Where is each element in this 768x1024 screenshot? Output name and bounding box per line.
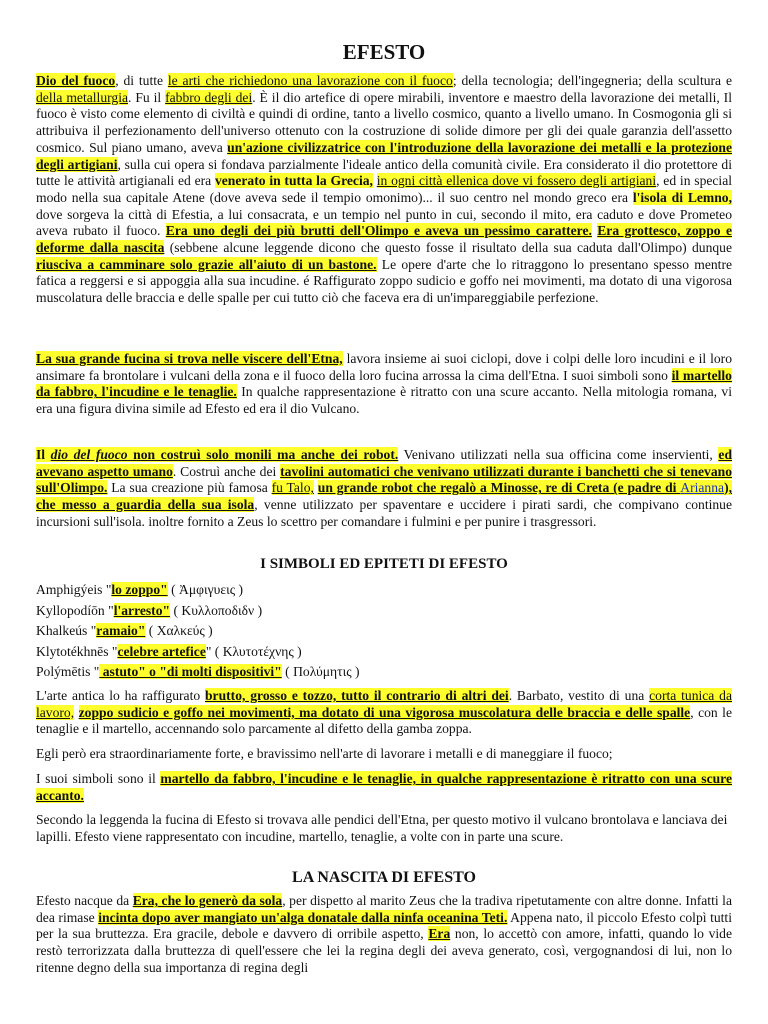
text-run: Kyllopodíōn "	[36, 602, 114, 618]
highlighted-text: l'arresto"	[113, 602, 171, 618]
text-run: Efesto nacque da	[36, 893, 133, 908]
highlighted-text: fu Talo,	[271, 480, 314, 496]
epithet-item	[36, 580, 732, 601]
text-run: , ed in special modo nella sua capitale Atene (dove aveva sede il tempio omonimo)... il suo centro nel mondo greco era	[36, 173, 733, 205]
text-run: . Fu il	[128, 89, 166, 105]
text-run: Klytotékhnēs "	[36, 643, 118, 659]
text-run: lavora insieme ai suoi ciclopi, dove i colpi delle loro incudini e il loro ansimare fa brontolare i vulcani della zona e il fuoco della loro fucina arrossa la cima dell'Etna. I suoi simboli sono	[36, 351, 732, 383]
paragraph-leggenda: Secondo la leggenda la fucina di Efesto si trovava alle pendici dell'Etna, per questo motivo il vulcano brontolava e lanciava dei lapilli. Efesto viene rappresentato con incudine, martello, tenaglie, a volte con in parte una scure.	[36, 812, 728, 844]
highlighted-text: non costruì solo monili ma anche dei robot.	[127, 447, 399, 462]
text-run: . Costruì anche dei	[172, 463, 281, 479]
highlighted-text: celebre artefice	[117, 643, 206, 659]
epithet-item	[36, 662, 732, 683]
text-run: , per dispetto al marito Zeus che la tradiva ripetutamente con altre donne. Infatti la dea rimase	[36, 893, 732, 925]
highlighted-text: venerato in tutta la Grecia,	[214, 173, 373, 189]
highlighted-text: le arti che richiedono una lavorazione con il fuoco	[167, 73, 453, 88]
text-run: (sebbene alcune leggende dicono che questo fosse il risultato della sua caduta dall'Olimpo) dunque	[164, 240, 732, 256]
epithet-item	[36, 621, 732, 642]
text-run: L'arte antica lo ha raffigurato	[36, 688, 205, 703]
highlighted-text: il martello da fabbro, l'incudine e le tenaglie.	[36, 367, 732, 400]
text-run: Venivano utilizzati nella sua officina come inservienti,	[398, 447, 719, 462]
text-run: Amphigýeis "	[36, 582, 112, 597]
text-run: ; della tecnologia; dell'ingegneria; della scultura e	[452, 73, 732, 88]
highlighted-text: La sua grande fucina si trova nelle viscere dell'Etna,	[36, 351, 343, 366]
paragraph-robot	[36, 447, 732, 531]
section-heading-nascita: LA NASCITA DI EFESTO	[292, 869, 476, 886]
highlighted-text: dio del fuoco	[50, 447, 128, 462]
highlighted-text: Era, che lo generò da sola	[132, 893, 283, 908]
text-run: non, lo accettò con amore, infatti, quando lo vide restò terrorizzata dalla bruttezza di quell'essere che lei la regina degli dei aveva generato, così, vergognandosi di lui, non lo ritenne degno della sua importanza di regina degli	[36, 926, 732, 975]
text-run: , con le tenaglie e il martello, accennando solo parcamente al difetto della gamba zoppa.	[36, 704, 732, 737]
text-run	[74, 705, 78, 720]
highlighted-text: Era uno degli dei più brutti dell'Olimpo e aveva un pessimo carattere.	[165, 223, 592, 239]
paragraph-nascita	[36, 893, 732, 977]
text-run: , venne utilizzato per spaventare e uccidere i pirati sardi, che compivano continue incursioni sull'isola. inoltre fornito a Zeus lo scettro per comandare i fulmini e per punire i trasgressori.	[36, 497, 732, 529]
highlighted-text: incinta dopo aver mangiato un'alga donatale dalla ninfa oceanina Teti.	[98, 909, 508, 925]
text-run: " ( Κλυτοτέχνης )	[205, 643, 302, 659]
highlighted-text: della metallurgia	[36, 89, 129, 105]
text-run: Polýmētis "	[36, 664, 100, 679]
highlighted-text: Era grottesco, zoppo e deforme dalla nascita	[36, 223, 732, 256]
highlighted-text: Dio del fuoco	[36, 73, 116, 88]
highlighted-text: corta tunica da lavoro,	[36, 688, 732, 720]
text-run: Le opere d'arte che lo ritraggono lo presentano spesso mentre fatica a reggersi e si appoggia alla sua incudine. é Raffigurato zoppo sudicio e goffo nei movimenti, ma dotato di una vigorosa muscolatura delle braccia e delle spalle per cui tutto ciò che faceva era di un'impareggiabile perfezione.	[36, 256, 733, 306]
highlighted-text: brutto, grosso e tozzo, tutto il contrario di altri dei	[205, 688, 509, 703]
paragraph-simboli	[36, 771, 732, 804]
text-run: ( Κυλλοποδιδν )	[170, 602, 263, 618]
text-run: I suoi simboli sono il	[36, 771, 161, 786]
highlighted-text: martello da fabbro, l'incudine e le tenaglie, in qualche rappresentazione è ritratto con una scure accanto.	[36, 771, 732, 803]
text-run: , di tutte	[115, 73, 168, 88]
text-run: In qualche rappresentazione è ritratto con una scure accanto. Nella mitologia romana, vi era una figura divina simile ad Efesto ed era il dio Vulcano.	[36, 384, 732, 417]
epithet-list	[36, 580, 732, 683]
highlighted-text: zoppo sudicio e goffo nei movimenti, ma dotato di una vigorosa muscolatura delle braccia e delle spalle	[78, 704, 691, 720]
highlighted-text: fabbro degli dei	[165, 89, 253, 105]
text-run: , sulla cui opera si fondava parzialmente l'ideale antico della comunità civile. Era considerato il dio protettore di tutte le attività artigianali ed era	[36, 156, 733, 189]
text-run: . Barbato, vestito di una	[508, 688, 650, 703]
highlighted-text: astuto" o "di molti dispositivi"	[99, 664, 282, 679]
highlighted-text: ed avevano aspetto umano	[36, 447, 733, 479]
highlighted-text: riusciva a camminare solo grazie all'aiuto di un bastone.	[36, 256, 377, 272]
text-run: ( Πολύμητις )	[281, 664, 360, 679]
highlighted-text: l'isola di Lemno,	[632, 189, 733, 205]
highlighted-text: ramaio"	[96, 623, 146, 638]
paragraph-intro	[36, 73, 732, 307]
paragraph-fucina	[36, 351, 732, 418]
highlighted-text: un'azione civilizzatrice con l'introduzione della lavorazione dei metalli e la protezione degli artigiani	[36, 139, 732, 172]
epithet-item	[36, 601, 732, 622]
text-run: La sua creazione più famosa	[107, 480, 272, 496]
text-run: ( Ἀμφιγυεις )	[167, 582, 244, 597]
text-run: dove sorgeva la città di Efestia, a lui consacrata, e un tempio nel punto in cui, secondo il mito, era caduto e dove Prometeo aveva rubato il fuoco.	[36, 206, 732, 239]
text-run: ( Χαλκεύς )	[145, 623, 213, 638]
text-run: . È il dio artefice di opere mirabili, inventore e maestro della lavorazione dei metalli, Il fuoco è visto come elemento di civiltà e quindi di ordine, tanto a livello cosmico, quanto a livello umano. In Cosmogonia gli si attribuiva il perfezionamento dell'universo ottenuto con la costruzione di solide dimore per gli dei quale garanzia dell'assetto cosmico. Sul piano umano, aveva	[36, 89, 732, 155]
paragraph-forza: Egli però era straordinariamente forte, e bravissimo nell'arte di lavorare i metalli e di maneggiare il fuoco;	[36, 746, 613, 761]
highlighted-text: Era	[428, 926, 451, 942]
section-heading-simboli: I SIMBOLI ED EPITETI DI EFESTO	[260, 556, 508, 572]
text-run: Khalkeús "	[36, 623, 97, 638]
highlighted-text: in ogni città ellenica dove vi fossero degli artigiani	[376, 173, 657, 189]
epithet-item	[36, 642, 732, 663]
highlighted-text: un grande robot che regalò a Minosse, re di Creta (e padre di	[317, 480, 681, 496]
highlighted-text: lo zoppo"	[111, 582, 168, 597]
highlighted-text: ), che messo a guardia della sua isola	[36, 480, 732, 513]
page-title: EFESTO	[342, 40, 426, 64]
highlighted-text: Il	[36, 447, 51, 462]
highlighted-text: tavolini automatici che venivano utilizzati durante i banchetti che si tenevano sull'Olimpo.	[36, 463, 733, 496]
highlighted-text: Arianna	[680, 480, 725, 496]
paragraph-arte-antica	[36, 688, 732, 738]
text-run: Appena nato, il piccolo Efesto colpì tutti per la sua bruttezza. Era gracile, debole e davvero di orribile aspetto,	[36, 909, 732, 942]
